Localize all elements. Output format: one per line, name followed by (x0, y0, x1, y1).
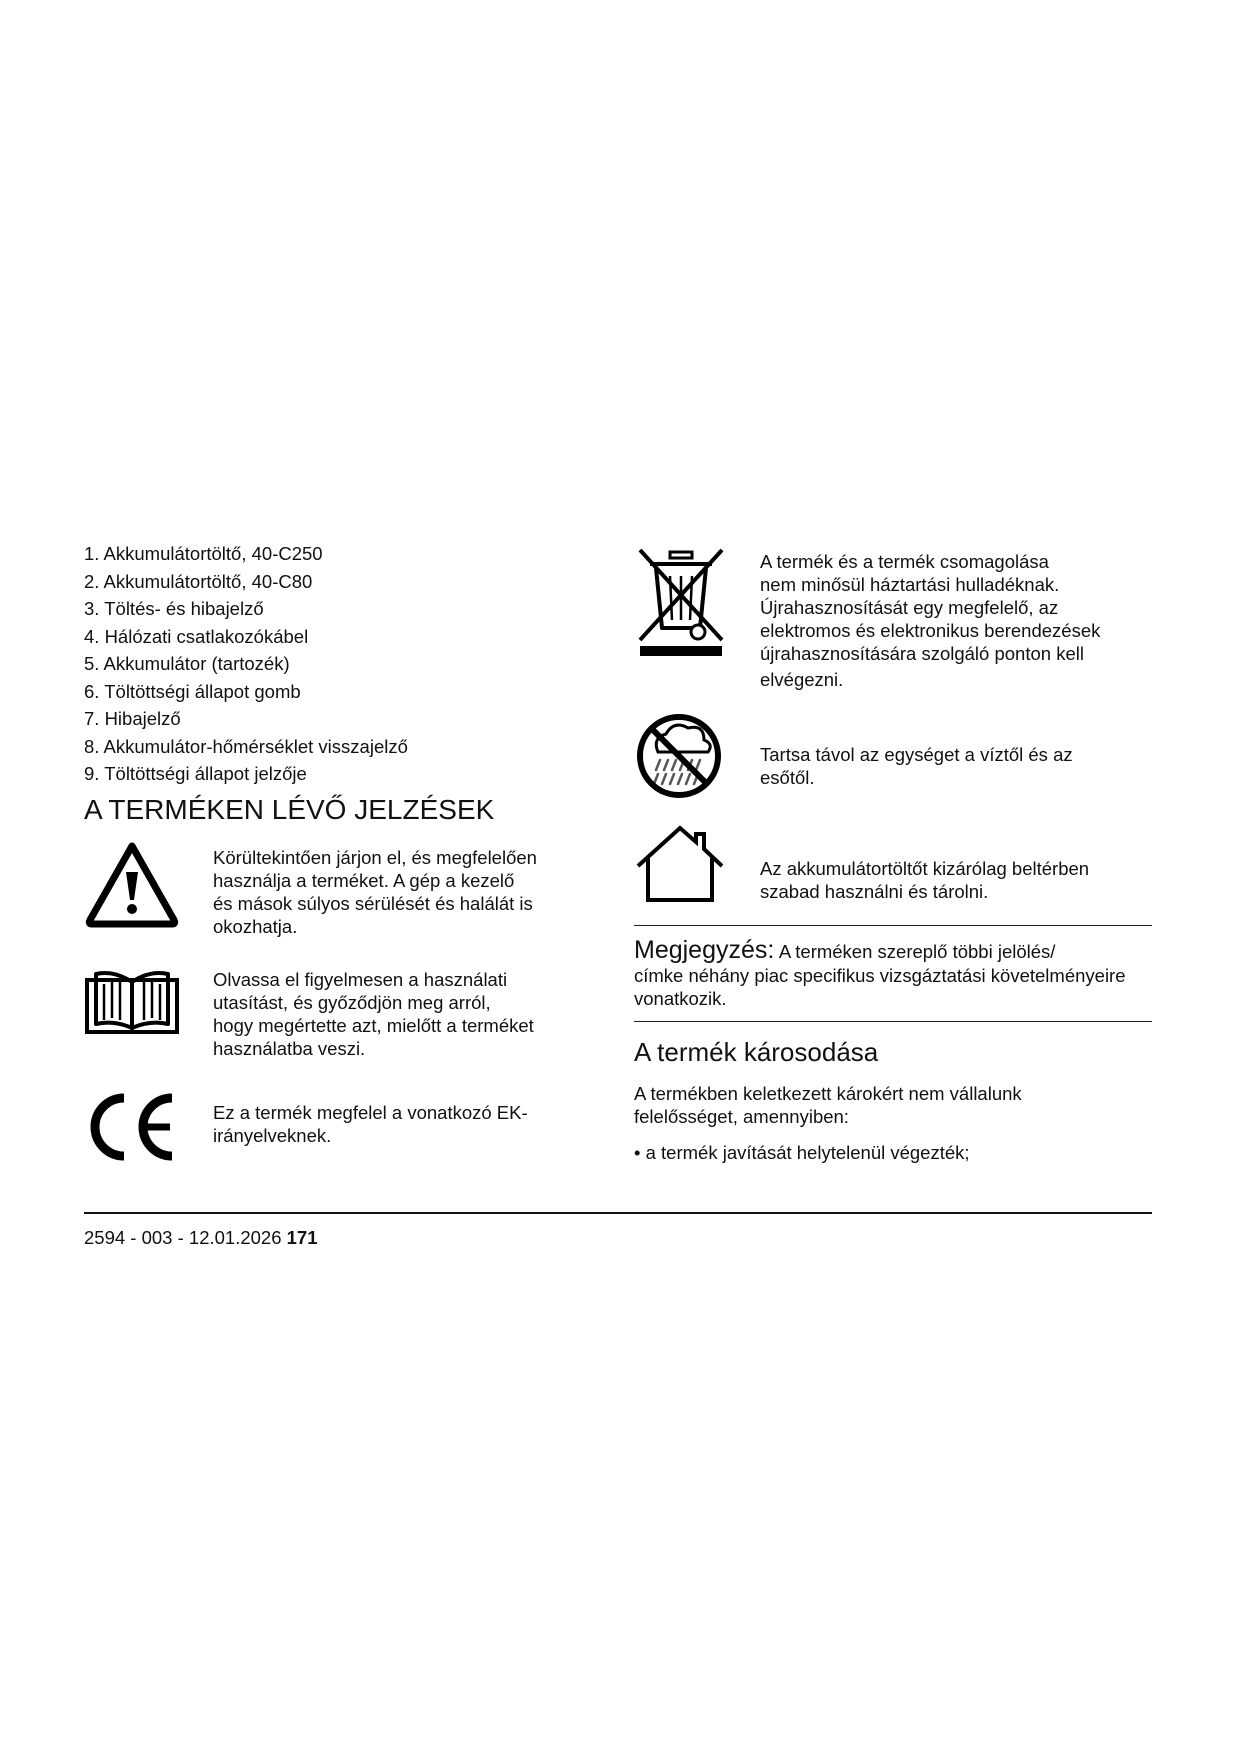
indoor-house-icon (634, 824, 726, 904)
weee-symbol-text: A termék és a termék csomagolása nem minősül háztartási hulladéknak. Újrahasznosítását egy megfelelő, az elektromos és elektronikus berendezések újrahasznosítására szolgáló ponton kell elvégezni. (760, 551, 1101, 690)
indoor-symbol-text: Az akkumulátortöltőt kizárólag beltérben szabad használni és tárolni. (760, 858, 1090, 902)
manual-symbol-text: Olvassa el figyelmesen a használati utasítást, és győződjön meg arról, hogy megértette azt, mielőtt a terméket használatba veszi. (213, 969, 534, 1059)
list-item: 3. Töltés- és hibajelző (84, 598, 264, 619)
note-first-line: A terméken szereplő többi jelölés/ (778, 941, 1056, 962)
symbols-heading: A TERMÉKEN LÉVŐ JELZÉSEK (84, 794, 495, 825)
rain-symbol-text: Tartsa távol az egységet a víztől és az esőtől. (760, 744, 1073, 788)
list-item: 7. Hibajelző (84, 708, 181, 729)
warning-triangle-icon (84, 840, 180, 928)
footer-code: 2594 - 003 - 12.01.2026 (84, 1227, 282, 1248)
list-item: 2. Akkumulátortöltő, 40-C80 (84, 570, 313, 592)
open-book-icon (84, 966, 180, 1036)
note (634, 933, 1055, 967)
ce-mark-icon (84, 1092, 180, 1162)
list-item: 9. Töltöttségi állapot jelzője (84, 763, 307, 784)
divider (634, 925, 1152, 926)
warning-symbol-text: Körültekintően járjon el, és megfelelően használja a terméket. A gép a kezelő és mások súlyos sérülését és halálát is okozhatja. (213, 847, 537, 937)
crossed-out-wheelie-bin-icon (636, 546, 726, 658)
footer-rule (84, 1212, 1152, 1214)
list-item: 1. Akkumulátortöltő, 40-C250 (84, 543, 323, 564)
ce-symbol-text: Ez a termék megfelel a vonatkozó EK- irányelveknek. (213, 1102, 528, 1146)
parts-list (84, 542, 408, 790)
note-label: Megjegyzés: (634, 936, 775, 964)
list-item: 5. Akkumulátor (tartozék) (84, 653, 290, 674)
damage-intro: A termékben keletkezett károkért nem vállalunk felelősséget, amennyiben: (634, 1083, 1022, 1127)
damage-bullet: • a termék javítását helytelenül végezték; (634, 1142, 970, 1163)
divider (634, 1021, 1152, 1022)
page-number: 171 (286, 1227, 318, 1248)
note-text: címke néhány piac specifikus vizsgáztatási követelményeire vonatkozik. (634, 965, 1126, 1009)
damage-heading: A termék károsodása (634, 1037, 879, 1067)
list-item: 4. Hálózati csatlakozókábel (84, 625, 309, 647)
list-item: 8. Akkumulátor-hőmérséklet visszajelző (84, 735, 408, 757)
no-rain-icon (634, 712, 724, 800)
list-item: 6. Töltöttségi állapot gomb (84, 680, 301, 702)
footer (84, 1226, 318, 1249)
